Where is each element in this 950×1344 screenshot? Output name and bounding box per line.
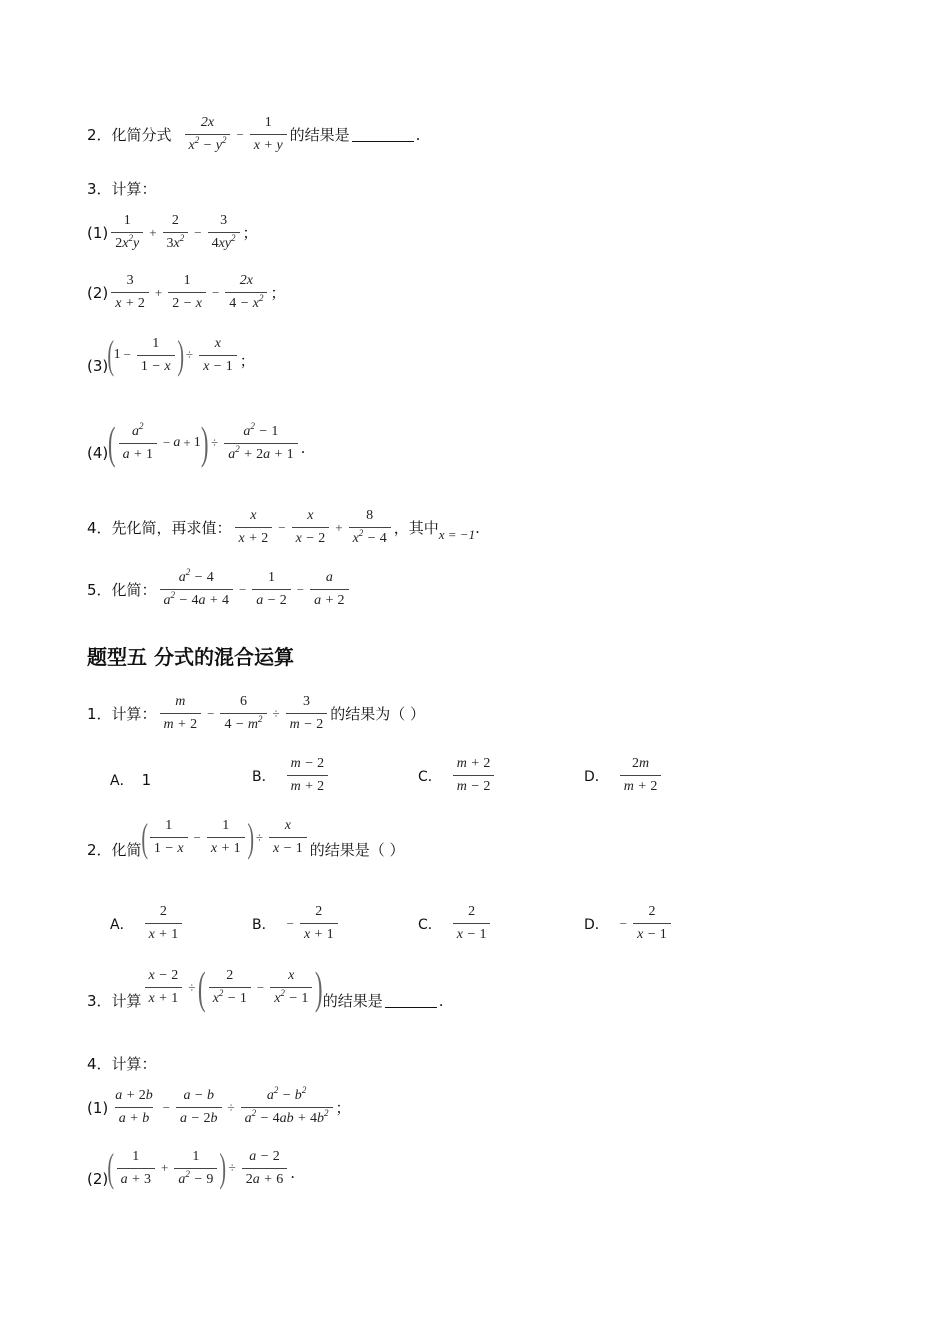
- fraction: $\frac{x}{x - 1}$: [199, 336, 237, 375]
- fraction: $\frac{2}{x + 1}$: [300, 904, 338, 943]
- part-label: (1): [87, 1098, 109, 1117]
- answer-blank[interactable]: [352, 127, 414, 142]
- question-4: 4．先化简，再求值： $\frac{x}{x + 2}$ − $\frac{x}{x - 2}$ + $\frac{8}{x^2 - 4}$ ，其中 x = −1 .: [87, 508, 480, 546]
- part-label: (2): [87, 1170, 109, 1188]
- fraction: $\frac{2}{x^2 - 1}$: [209, 968, 251, 1007]
- fraction: $\frac{x}{x + 2}$: [235, 508, 273, 547]
- fraction: $\frac{a}{a + 2}$: [310, 570, 348, 609]
- question-3-part-1: (1) $\frac{1}{2x^2y}$ + $\frac{2}{3x^2}$ − $\frac{3}{4xy^2}$ ；: [87, 213, 258, 251]
- condition: x = −1: [438, 526, 476, 542]
- fraction: $\frac{1}{a^2 - 9}$: [174, 1149, 217, 1188]
- option-label: C．: [418, 768, 442, 785]
- fraction: $\frac{x}{x^2 - 1}$: [270, 968, 312, 1007]
- period: .: [290, 1164, 296, 1182]
- fraction: $\frac{1}{x + y}$: [250, 115, 287, 154]
- fraction: $\frac{1}{1 - x}$: [137, 336, 175, 375]
- period: .: [415, 125, 421, 144]
- fraction: $\frac{2}{x + 1}$: [145, 904, 183, 943]
- question-lead: 3．计算: [87, 992, 142, 1010]
- option-label: A．: [110, 773, 134, 789]
- section-question-2: 2．化简 ( $\frac{1}{1 - x}$ − $\frac{1}{x + 1}$ ) ÷ $\frac{x}{x - 1}$ 的结果是（ ）: [87, 814, 405, 860]
- section-question-4-part-1: (1) $\frac{a + 2b}{a + b}$ − $\frac{a - b}{a - 2b}$ ÷ $\frac{a^2 - b^2}{a^2 - 4ab + 4b^2}$ ；: [87, 1085, 351, 1126]
- part-label: (2): [87, 283, 109, 302]
- semicolon: ；: [335, 1099, 351, 1117]
- fraction: $\frac{3}{x + 2}$: [111, 273, 149, 312]
- answer-blank[interactable]: [385, 993, 437, 1008]
- fraction: $\frac{6}{4 - m^2}$: [220, 694, 266, 733]
- option-b[interactable]: B． − $\frac{2}{x + 1}$: [252, 904, 341, 943]
- question-label: 4．计算：: [87, 1055, 157, 1073]
- fraction: $\frac{1}{2 - x}$: [168, 273, 206, 312]
- fraction: $\frac{2x}{x^2 - y^2}$: [185, 115, 231, 154]
- fraction: $\frac{3}{m - 2}$: [286, 694, 328, 733]
- fraction: $\frac{a^2 - b^2}{a^2 - 4ab + 4b^2}$: [241, 1088, 333, 1127]
- fraction: $\frac{8}{x^2 - 4}$: [349, 508, 391, 547]
- period: .: [438, 991, 444, 1010]
- fraction: $\frac{1}{a + 3}$: [117, 1149, 155, 1188]
- option-label: B．: [252, 768, 276, 785]
- option-label: D．: [584, 916, 609, 933]
- question-lead: 1．计算：: [87, 705, 157, 723]
- question-3-part-2: (2) $\frac{3}{x + 2}$ + $\frac{1}{2 - x}$ − $\frac{2x}{4 - x^2}$ ；: [87, 273, 286, 311]
- question-tail: 的结果是（ ）: [309, 841, 405, 859]
- fraction: $\frac{3}{4xy^2}$: [208, 213, 240, 252]
- question-3-title: [87, 178, 157, 199]
- fraction: $\frac{1}{x + 1}$: [207, 818, 245, 857]
- option-c[interactable]: [418, 756, 497, 795]
- option-b[interactable]: [252, 756, 331, 795]
- period: .: [300, 439, 306, 457]
- fraction: $\frac{1}{a - 2}$: [252, 570, 290, 609]
- question-5-lead: 5．化简：: [87, 581, 157, 599]
- option-label: D．: [584, 768, 609, 785]
- option-d[interactable]: D． − $\frac{2}{x - 1}$: [584, 904, 674, 943]
- question-2: 2．化简分式 $\frac{2x}{x^2 - y^2}$ − $\frac{1}{x + y}$ 的结果是 .: [87, 115, 421, 153]
- fraction: $\frac{2m}{m + 2}$: [620, 756, 662, 795]
- semicolon: ；: [242, 224, 258, 242]
- fraction: $\frac{2x}{4 - x^2}$: [225, 273, 267, 312]
- fraction: $\frac{a^2 - 4}{a^2 - 4a + 4}$: [160, 570, 233, 609]
- fraction: $\frac{x}{x - 1}$: [269, 818, 307, 857]
- part-label: (4): [87, 444, 109, 462]
- option-value: 1: [141, 771, 152, 789]
- section-title: 题型五 分式的混合运算: [87, 645, 294, 669]
- option-d[interactable]: [584, 756, 664, 795]
- fraction: $\frac{m - 2}{m + 2}$: [287, 756, 329, 795]
- option-c[interactable]: [418, 904, 493, 943]
- fraction: $\frac{2}{x - 1}$: [633, 904, 671, 943]
- fraction: $\frac{a - b}{a - 2b}$: [176, 1088, 221, 1127]
- question-4-lead: 4．先化简，再求值：: [87, 519, 232, 537]
- fraction: $\frac{m}{m + 2}$: [160, 694, 202, 733]
- question-tail: 的结果为（ ）: [330, 705, 425, 723]
- semicolon: ；: [239, 351, 255, 370]
- fraction: $\frac{a^2 - 1}{a^2 + 2a + 1}$: [224, 424, 297, 463]
- question-3-label: 3．计算：: [87, 180, 157, 198]
- semicolon: ；: [270, 284, 286, 302]
- question-tail: 的结果是: [322, 992, 383, 1010]
- option-a[interactable]: [110, 904, 185, 943]
- fraction: $\frac{2}{3x^2}$: [163, 213, 189, 252]
- period: .: [475, 518, 480, 537]
- section-question-4-title: [87, 1053, 157, 1074]
- option-label: A．: [110, 916, 134, 933]
- option-label: B．: [252, 916, 276, 933]
- fraction: $\frac{2}{x - 1}$: [453, 904, 491, 943]
- fraction: $\frac{x}{x - 2}$: [292, 508, 330, 547]
- fraction: $\frac{1}{1 - x}$: [150, 818, 188, 857]
- option-a[interactable]: [110, 770, 151, 790]
- section-question-1: 1．计算： $\frac{m}{m + 2}$ − $\frac{6}{4 - m^2}$ ÷ $\frac{3}{m - 2}$ 的结果为（ ）: [87, 694, 425, 732]
- fraction: $\frac{m + 2}{m - 2}$: [453, 756, 495, 795]
- section-question-3: 3．计算 $\frac{x - 2}{x + 1}$ ÷ ( $\frac{2}{x^2 - 1}$ − $\frac{x}{x^2 - 1}$ ) 的结果是 .: [87, 961, 444, 1013]
- fraction: $\frac{1}{2x^2y}$: [111, 213, 143, 252]
- question-lead: 2．化简: [87, 841, 142, 859]
- question-3-part-4: (4) ( $\frac{a^2}{a + 1}$ − a + 1 ) ÷ $\frac{a^2 - 1}{a^2 + 2a + 1}$ .: [87, 417, 306, 468]
- fraction: $\frac{a + 2b}{a + b}$: [115, 1088, 153, 1126]
- fraction: $\frac{a - 2}{2a + 6}$: [242, 1149, 287, 1188]
- section-question-4-part-2: (2) ( $\frac{1}{a + 3}$ + $\frac{1}{a^2 - 9}$ ) ÷ $\frac{a - 2}{2a + 6}$ .: [87, 1145, 296, 1190]
- question-2-lead: 2．化简分式: [87, 126, 172, 144]
- option-label: C．: [418, 916, 442, 933]
- fraction: $\frac{x - 2}{x + 1}$: [145, 968, 183, 1007]
- part-label: (3): [87, 357, 109, 375]
- question-2-tail: 的结果是: [289, 126, 350, 144]
- part-label: (1): [87, 223, 109, 242]
- question-5: 5．化简： $\frac{a^2 - 4}{a^2 - 4a + 4}$ − $\frac{1}{a - 2}$ − $\frac{a}{a + 2}$: [87, 570, 352, 609]
- fraction: $\frac{a^2}{a + 1}$: [119, 424, 157, 463]
- question-3-part-3: (3) ( 1 − $\frac{1}{1 - x}$ ) ÷ $\frac{x}{x - 1}$ ；: [87, 332, 255, 377]
- question-4-mid: ，其中: [393, 519, 439, 537]
